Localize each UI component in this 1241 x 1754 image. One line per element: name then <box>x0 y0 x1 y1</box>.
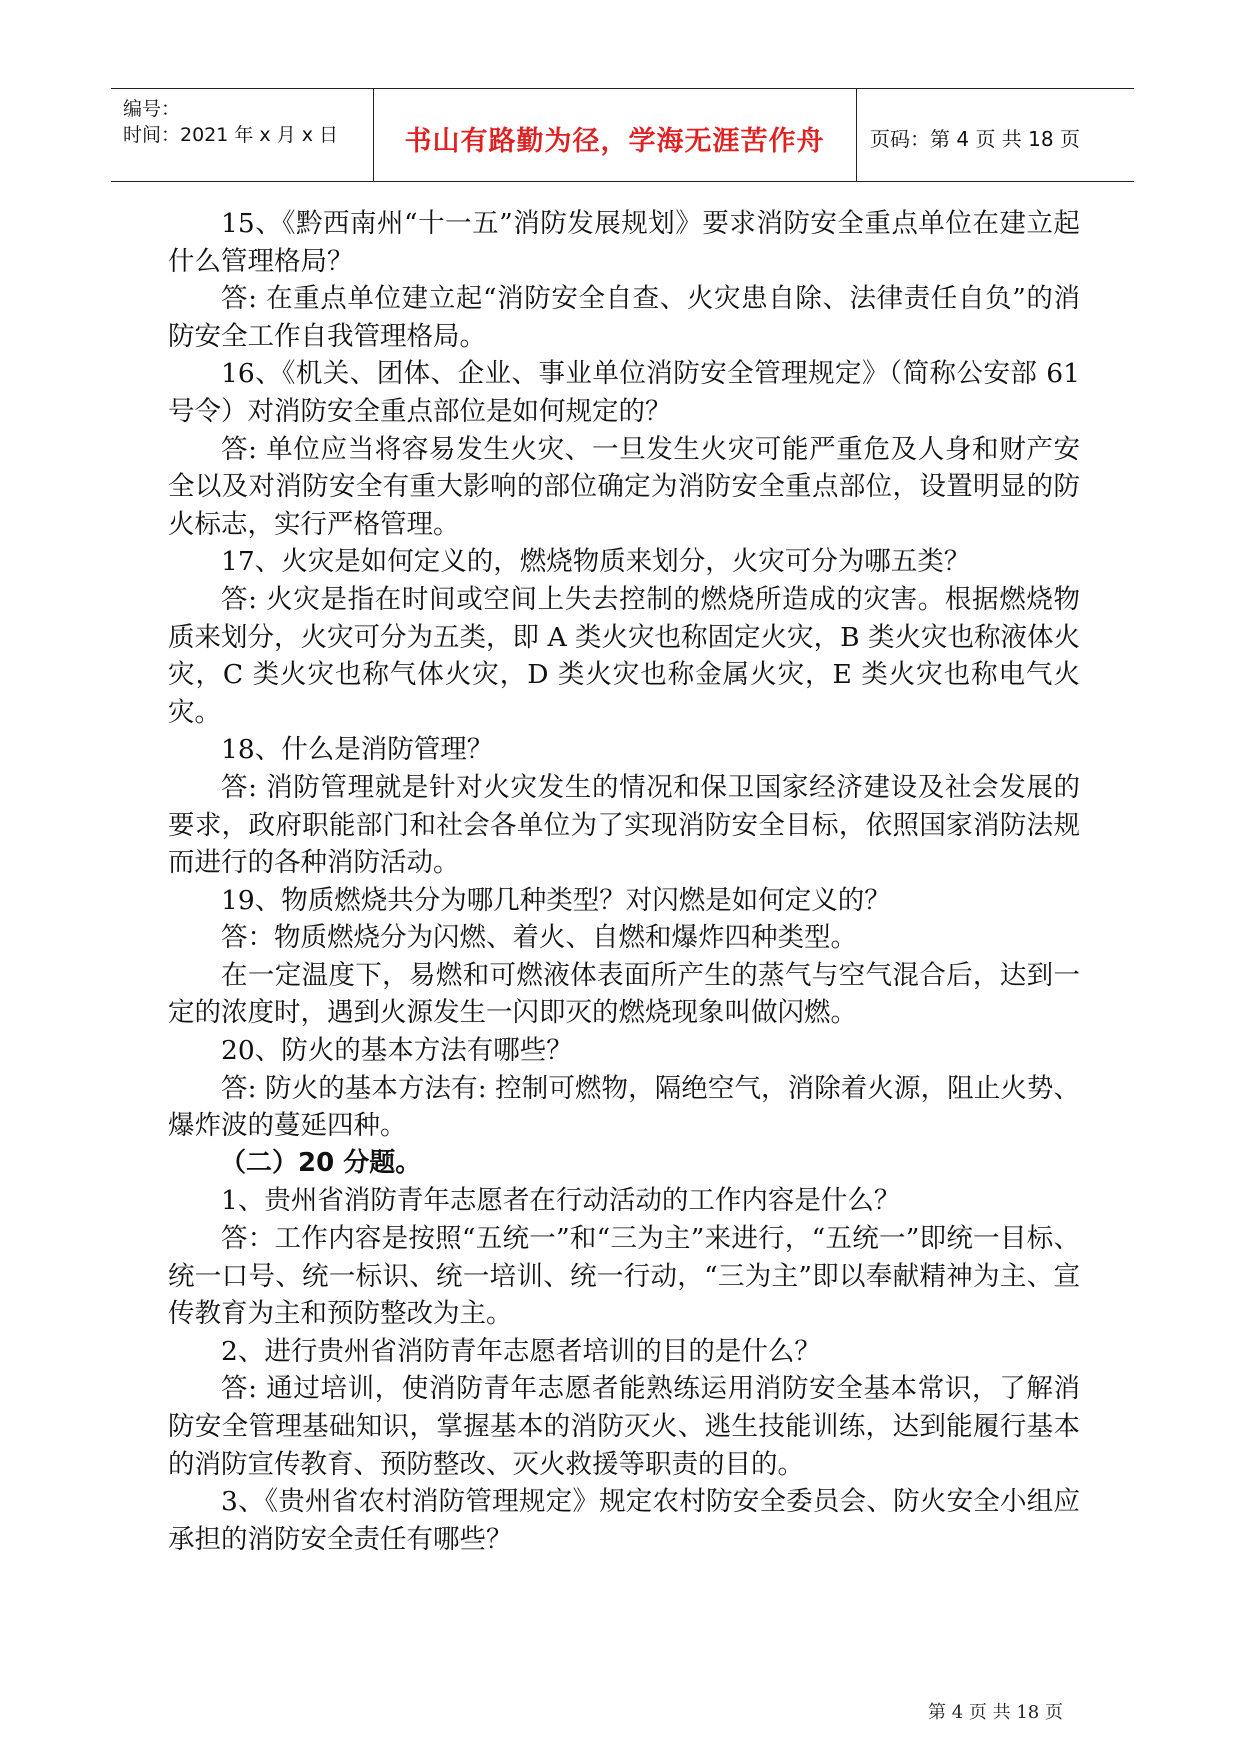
answer-17: 答: 火灾是指在时间或空间上失去控制的燃烧所造成的灾害。根据燃烧物质来划分，火灾可分为五类，即 A 类火灾也称固定火灾，B 类火灾也称液体火灾，C 类火灾也称气体火灾，D 类火灾也称金属火灾，E 类火灾也称电气火灾。 <box>168 583 1080 728</box>
header-right-cell <box>856 89 1134 181</box>
answer-16: 答: 单位应当将容易发生火灾、一旦发生火灾可能严重危及人身和财产安全以及对消防安全有重大影响的部位确定为消防安全重点部位，设置明显的防火标志，实行严格管理。 <box>168 433 1080 540</box>
question-s2-1: 1、贵州省消防青年志愿者在行动活动的工作内容是什么？ <box>221 1185 901 1217</box>
header-center-cell <box>373 89 857 181</box>
answer-s2-2: 答: 通过培训，使消防青年志愿者能熟练运用消防安全基本常识，了解消防安全管理基础知识，掌握基本的消防灭火、逃生技能训练，达到能履行基本的消防宣传教育、预防整改、灭火救援等职责的目的。 <box>168 1373 1080 1480</box>
document-time-label: 时间：2021 年 x 月 x 日 <box>123 124 339 146</box>
document-body <box>168 205 1080 1558</box>
page-footer: 第 4 页 共 18 页 <box>928 1702 1063 1723</box>
header-motto: 书山有路勤为径，学海无涯苦作舟 <box>404 126 825 157</box>
question-s2-2: 2、进行贵州省消防青年志愿者培训的目的是什么？ <box>221 1335 821 1367</box>
header-table <box>111 88 1134 182</box>
question-15: 15、《黔西南州“十一五”消防发展规划》要求消防安全重点单位在建立起什么管理格局？ <box>168 208 1080 277</box>
question-18: 18、什么是消防管理？ <box>221 734 494 766</box>
header-left-cell <box>111 89 374 181</box>
question-19: 19、物质燃烧共分为哪几种类型？对闪燃是如何定义的？ <box>221 884 891 916</box>
question-16: 16、《机关、团体、企业、事业单位消防安全管理规定》（简称公安部 61 号令）对消防安全重点部位是如何规定的？ <box>168 358 1080 427</box>
section-title: （二）20 分题。 <box>220 1147 422 1178</box>
question-17: 17、火灾是如何定义的，燃烧物质来划分，火灾可分为哪五类？ <box>221 546 971 578</box>
document-number-label: 编号： <box>123 98 181 120</box>
answer-19-definition: 在一定温度下，易燃和可燃液体表面所产生的蒸气与空气混合后，达到一定的浓度时，遇到火源发生一闪即灭的燃烧现象叫做闪燃。 <box>168 959 1080 1029</box>
answer-15: 答: 在重点单位建立起“消防安全自查、火灾患自除、法律责任自负”的消防安全工作自我管理格局。 <box>168 283 1080 352</box>
answer-20: 答: 防火的基本方法有: 控制可燃物，隔绝空气，消除着火源，阻止火势、爆炸波的蔓延四种。 <box>168 1072 1080 1142</box>
header-page-label: 页码：第 4 页 共 18 页 <box>870 127 1080 151</box>
question-20: 20、防火的基本方法有哪些？ <box>221 1035 573 1067</box>
answer-18: 答: 消防管理就是针对火灾发生的情况和保卫国家经济建设及社会发展的要求，政府职能部门和社会各单位为了实现消防安全目标，依照国家消防法规而进行的各种消防活动。 <box>168 771 1080 879</box>
answer-s2-1: 答：工作内容是按照“五统一”和“三为主”来进行，“五统一”即统一目标、统一口号、统一标识、统一培训、统一行动，“三为主”即以奉献精神为主、宣传教育为主和预防整改为主。 <box>168 1223 1080 1330</box>
answer-19: 答：物质燃烧分为闪燃、着火、自燃和爆炸四种类型。 <box>221 922 857 954</box>
question-s2-3: 3、《贵州省农村消防管理规定》规定农村防安全委员会、防火安全小组应承担的消防安全责任有哪些？ <box>168 1486 1080 1555</box>
